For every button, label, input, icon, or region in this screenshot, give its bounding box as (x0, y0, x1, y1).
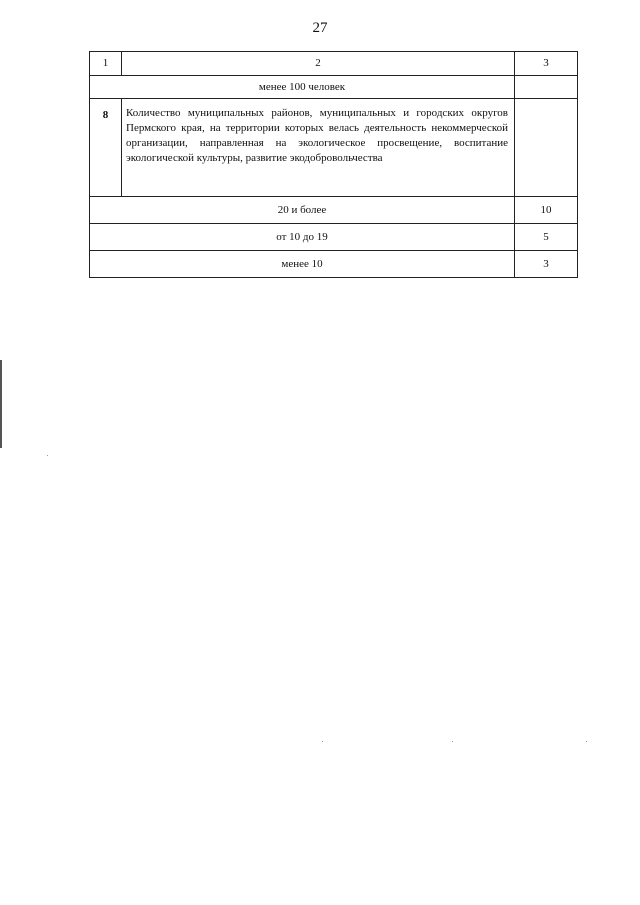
table-header-row (90, 52, 578, 76)
range-label: менее 100 человек (90, 76, 515, 99)
scan-edge-mark (0, 360, 2, 448)
points-cell: 10 (515, 197, 578, 224)
table-row (90, 224, 578, 251)
column-2-header: 2 (122, 52, 515, 76)
scan-speck (586, 741, 587, 742)
scan-speck (452, 741, 453, 742)
points-cell (515, 99, 578, 197)
column-3-header: 3 (515, 52, 578, 76)
table-row (90, 197, 578, 224)
points-cell: 5 (515, 224, 578, 251)
table-row (90, 99, 578, 197)
criteria-table (89, 51, 578, 278)
points-cell: 3 (515, 251, 578, 278)
scan-speck (47, 455, 48, 456)
range-label: менее 10 (90, 251, 515, 278)
table-row (90, 76, 578, 99)
range-label: от 10 до 19 (90, 224, 515, 251)
criterion-number: 8 (90, 99, 122, 197)
points-cell (515, 76, 578, 99)
scan-speck (322, 741, 323, 742)
page-number: 27 (312, 20, 328, 36)
column-1-header: 1 (90, 52, 122, 76)
criterion-description: Количество муниципальных районов, муниципальных и городских округов Пермского края, на территории которых велась деятельность некоммерческой организации, направленная на экологическое просвещение, воспитание экологической культуры, развитие экодобровольчества (122, 99, 515, 197)
range-label: 20 и более (90, 197, 515, 224)
table-row (90, 251, 578, 278)
